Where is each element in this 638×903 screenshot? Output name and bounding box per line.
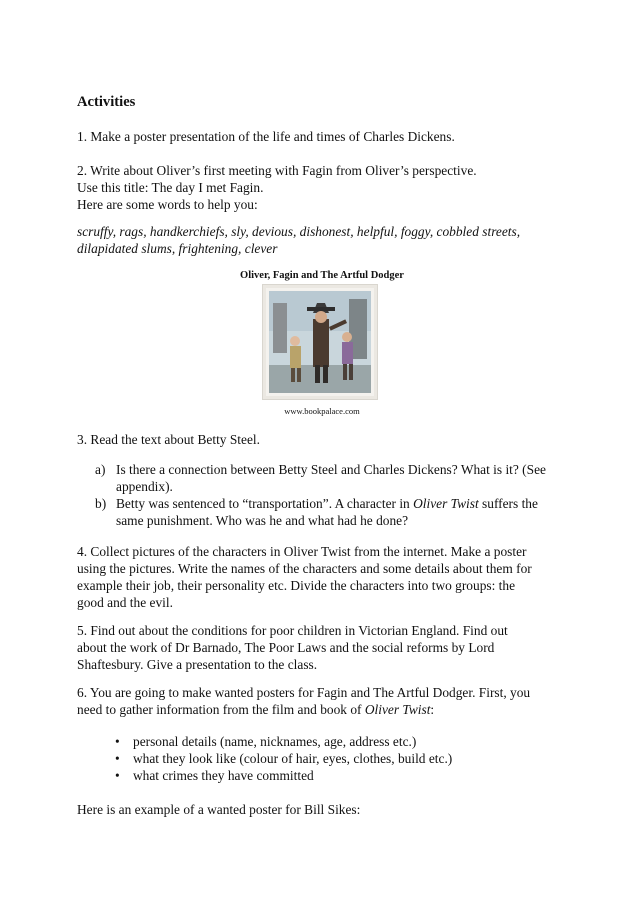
list-marker: a) (95, 462, 106, 477)
activity-3-intro-text: 3. Read the text about Betty Steel. (77, 432, 260, 447)
activity-4-line-2: using the pictures. Write the names of the characters and some details about them for (77, 561, 532, 576)
book-title: Oliver Twist (364, 702, 431, 717)
activity-5-line-3: Shaftesbury. Give a presentation to the class. (77, 657, 318, 672)
activity-3-intro (77, 431, 567, 448)
figure-caption: Oliver, Fagin and The Artful Dodger (240, 270, 404, 281)
list-item (77, 750, 567, 767)
activity-2-line-3: Here are some words to help you: (77, 197, 258, 212)
list-item (77, 461, 567, 495)
closing-text: Here is an example of a wanted poster for Bill Sikes: (77, 802, 361, 817)
page-title: Activities (77, 94, 136, 110)
bullet-icon: • (115, 751, 120, 766)
list-item-line-2: appendix). (116, 479, 173, 494)
list-item (77, 767, 567, 784)
word-bank-line-2: dilapidated slums, frightening, clever (77, 241, 278, 256)
word-bank (77, 223, 567, 257)
list-item-line-1a: Betty was sentenced to “transportation”. A character in (116, 496, 414, 511)
activity-4-line-4: good and the evil. (77, 595, 173, 610)
illustration-image (262, 284, 378, 400)
activity-2 (77, 162, 567, 213)
list-item-line-1: Is there a connection between Betty Steel and Charles Dickens? What is it? (See (116, 462, 546, 477)
activity-5-line-2: about the work of Dr Barnado, The Poor Laws and the social reforms by Lord (77, 640, 495, 655)
activity-1-text: 1. Make a poster presentation of the life and times of Charles Dickens. (77, 129, 455, 144)
activity-1 (77, 128, 567, 145)
book-title: Oliver Twist (413, 496, 479, 511)
bullet-text: what crimes they have committed (133, 768, 314, 783)
activity-2-line-2: Use this title: The day I met Fagin. (77, 180, 264, 195)
activity-6-line-2a: need to gather information from the film and book of (77, 702, 365, 717)
activity-6-line-2b: : (430, 702, 435, 717)
list-item-line-1b: suffers the (478, 496, 538, 511)
activity-5-line-1: 5. Find out about the conditions for poor children in Victorian England. Find out (77, 623, 508, 638)
bullet-icon: • (115, 768, 120, 783)
oliver-fagin-dodger-illustration (263, 285, 377, 399)
list-marker: b) (95, 496, 107, 511)
activity-2-line-1: 2. Write about Oliver’s first meeting with Fagin from Oliver’s perspective. (77, 163, 477, 178)
list-item (77, 495, 567, 529)
activity-6-line-1: 6. You are going to make wanted posters for Fagin and The Artful Dodger. First, you (77, 685, 531, 700)
activity-5 (77, 622, 567, 673)
list-item-line-2: same punishment. Who was he and what had he done? (116, 513, 409, 528)
list-item (77, 733, 567, 750)
activity-4-line-3: example their job, their personality etc. Divide the characters into two groups: the (77, 578, 516, 593)
activity-3-list (77, 461, 567, 529)
activity-6-line-2 (77, 701, 567, 718)
activity-4-line-1: 4. Collect pictures of the characters in Oliver Twist from the internet. Make a poster (77, 544, 527, 559)
bullet-text: what they look like (colour of hair, eyes, clothes, build etc.) (133, 751, 453, 766)
image-credit: www.bookpalace.com (284, 406, 360, 416)
poster-info-list (77, 733, 567, 784)
activity-4 (77, 543, 567, 611)
activity-6 (77, 684, 567, 718)
bullet-text: personal details (name, nicknames, age, address etc.) (133, 734, 417, 749)
word-bank-line-1: scruffy, rags, handkerchiefs, sly, devious, dishonest, helpful, foggy, cobbled streets, (77, 224, 521, 239)
closing-line (77, 801, 567, 818)
bullet-icon: • (115, 734, 120, 749)
